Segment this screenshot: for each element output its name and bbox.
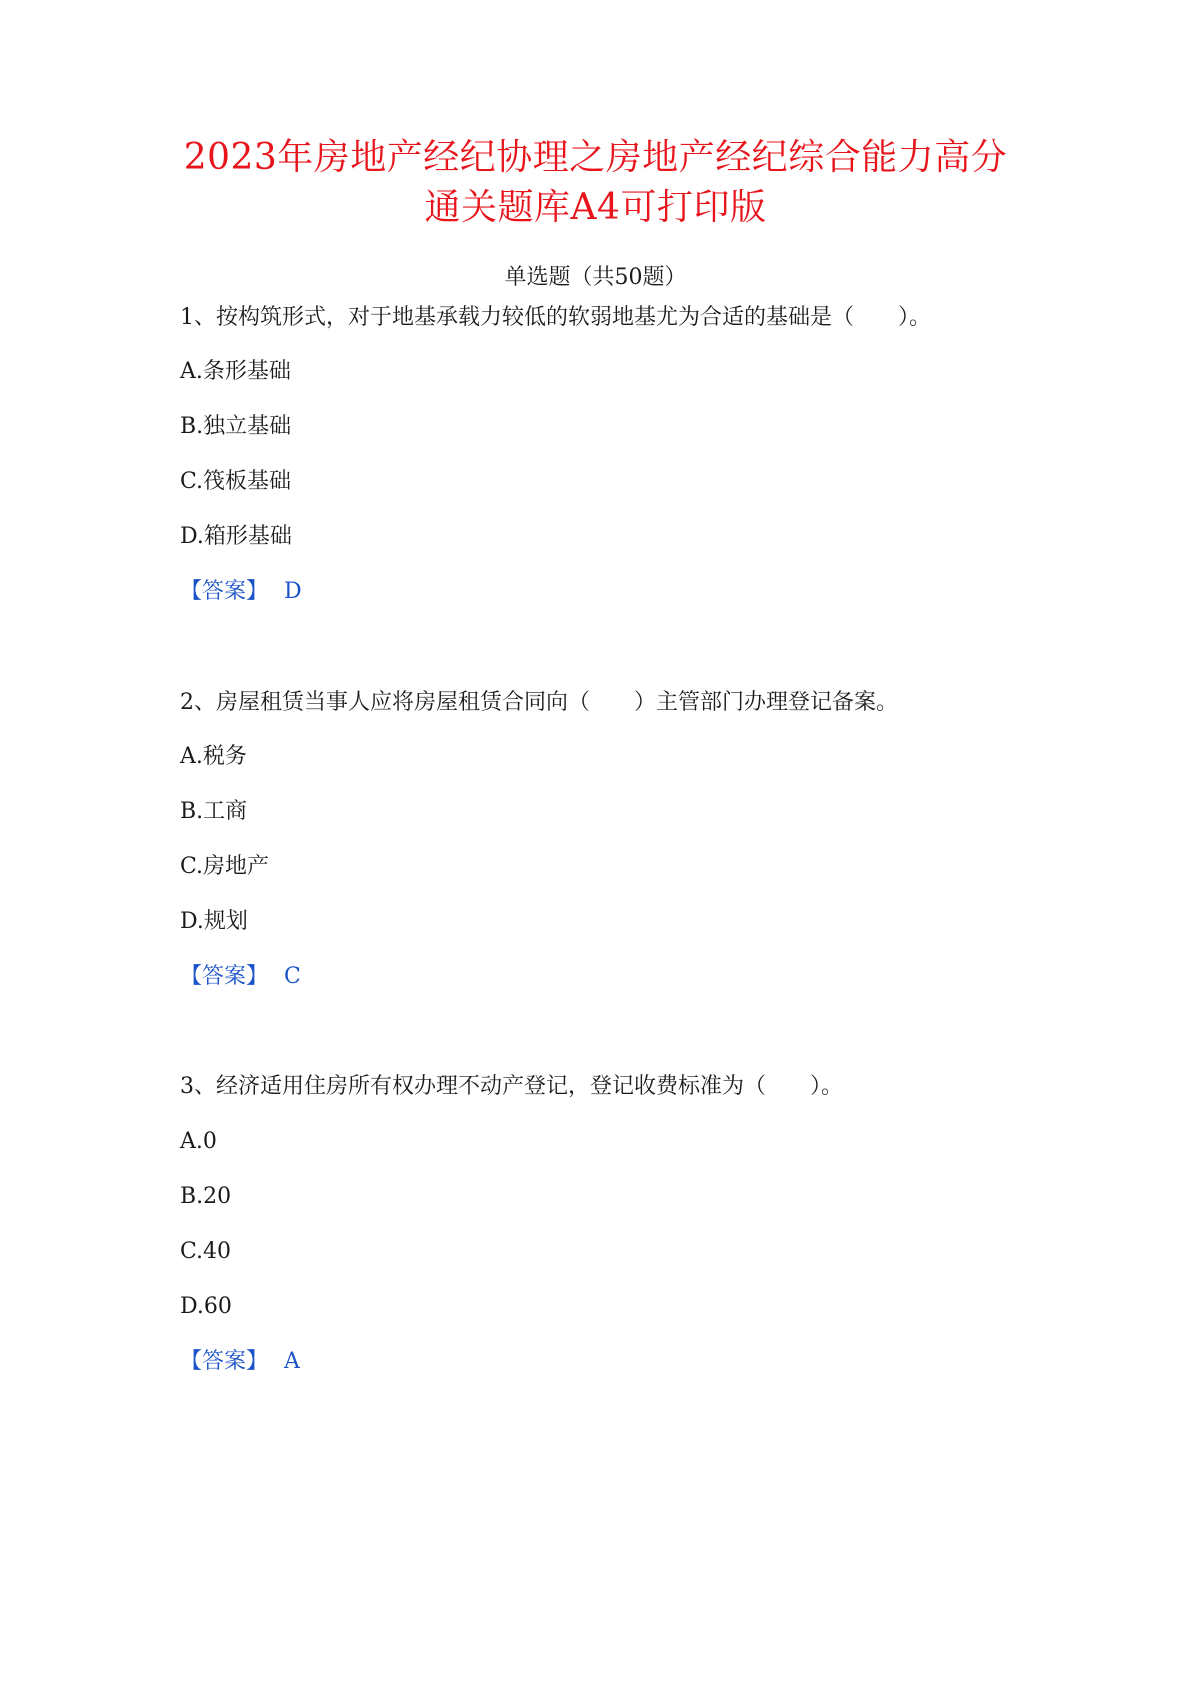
answer-value: C (284, 964, 301, 989)
section-heading: 单选题（共50题） (504, 265, 687, 290)
answer-label: 【答案】 (180, 1349, 269, 1374)
question-3-option-d: D.60 (180, 1294, 232, 1319)
question-1-option-d: D.箱形基础 (180, 524, 292, 549)
question-3-stem: 3、经济适用住房所有权办理不动产登记，登记收费标准为（ ）。 (180, 1074, 843, 1099)
question-1-stem: 1、按构筑形式，对于地基承载力较低的软弱地基尤为合适的基础是（ ）。 (180, 305, 931, 330)
question-1-option-a: A.条形基础 (180, 359, 291, 384)
question-2-option-b: B.工商 (180, 799, 248, 824)
question-1-answer (180, 577, 302, 607)
answer-value: D (284, 579, 302, 604)
document-title-line-1: 2023年房地产经纪协理之房地产经纪综合能力高分 (183, 137, 1008, 178)
question-2-answer (180, 962, 301, 992)
question-2-stem: 2、房屋租赁当事人应将房屋租赁合同向（ ）主管部门办理登记备案。 (180, 690, 898, 715)
question-2-option-d: D.规划 (180, 909, 248, 934)
answer-label: 【答案】 (180, 579, 269, 604)
question-3-answer (180, 1347, 300, 1377)
document-title-line-2: 通关题库A4可打印版 (424, 187, 767, 228)
question-3-option-c: C.40 (180, 1239, 232, 1264)
question-3-option-b: B.20 (180, 1184, 232, 1209)
answer-label: 【答案】 (180, 964, 269, 989)
question-1-option-b: B.独立基础 (180, 414, 292, 439)
question-2-option-a: A.税务 (180, 744, 247, 769)
answer-value: A (284, 1349, 300, 1374)
question-3-option-a: A.0 (180, 1129, 217, 1154)
question-2-option-c: C.房地产 (180, 854, 270, 879)
question-1-option-c: C.筏板基础 (180, 469, 292, 494)
